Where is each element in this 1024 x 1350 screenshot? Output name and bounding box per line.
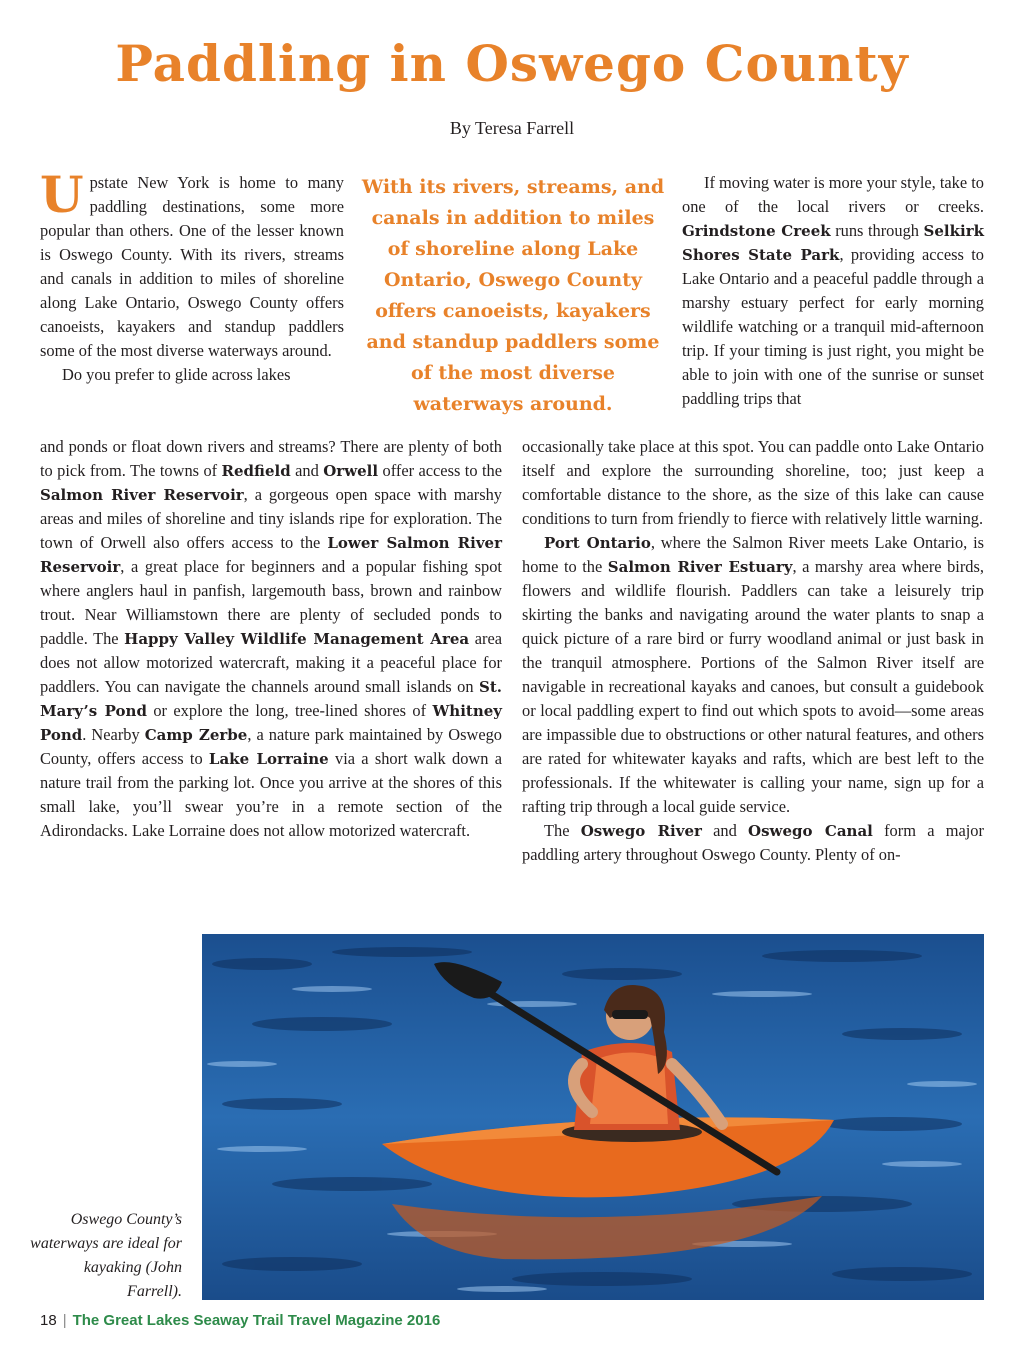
column-left-top	[40, 165, 344, 387]
place-lake-lorraine: Lake Lorraine	[208, 750, 329, 768]
place-orwell: Orwell	[323, 462, 379, 480]
page-number: 18	[40, 1312, 57, 1329]
byline: By Teresa Farrell	[449, 118, 575, 138]
place-oswego-canal: Oswego Canal	[748, 822, 873, 840]
text-run: , a great place for beginners and a popular fishing spot where anglers haul in panfish, largemouth bass, brown and rainbow trout. Near Williamstown there are plenty of secluded ponds to paddle. The	[40, 557, 502, 648]
paragraph-lakes	[40, 435, 502, 843]
article-title: Paddling in Oswego County	[115, 34, 909, 93]
place-st-marys-pond: St. Mary’s Pond	[40, 678, 502, 720]
column-right-top	[682, 171, 984, 411]
column-left-bottom	[40, 435, 502, 843]
place-oswego-river: Oswego River	[580, 822, 702, 840]
text-run: runs through	[830, 221, 924, 240]
place-port-ontario: Port Ontario	[544, 534, 651, 552]
text-run: , a marshy area where birds, flowers and wildlife flourish. Paddlers can take a leisurely trip skirting the banks and navigating around the water plants to snap a quick picture of a rare bird or furry woodland animal or just bask in the tranquil atmosphere. Portions of the Salmon River itself are navigable in recreational kayaks and canoes, but consult a guidebook or local paddling expert to find out which spots to avoid—some areas are impassible due to obstructions or other natural features, and others are rated for whitewater kayaks and rafts, which are best left to the professionals. If the whitewater is calling your name, sign up for a rafting trip through a local guide service.	[522, 557, 984, 816]
kayaker-photo	[202, 934, 984, 1300]
footer-separator: |	[62, 1312, 67, 1329]
place-salmon-river-reservoir: Salmon River Reservoir	[40, 486, 244, 504]
text-run: form a major paddling artery throughout Oswego County. Plenty of on-	[522, 821, 984, 864]
paragraph-moving-water	[682, 171, 984, 411]
place-lower-salmon-river-reservoir: Lower Salmon River Reservoir	[40, 534, 502, 576]
text-run: If moving water is more your style, take to one of the local rivers or creeks.	[682, 173, 984, 216]
place-grindstone-creek: Grindstone Creek	[682, 222, 831, 240]
text-run: , where the Salmon River meets Lake Ontario, is home to the	[522, 533, 985, 576]
text-run: , a gorgeous open space with marshy areas and miles of shoreline and tiny islands ripe for exploration. The town of Orwell also offers access to the	[40, 485, 502, 552]
place-salmon-river-estuary: Salmon River Estuary	[607, 558, 793, 576]
text-run: or explore the long, tree-lined shores of	[146, 701, 433, 720]
text-run: and	[701, 821, 749, 840]
kayaker-illustration	[202, 934, 984, 1300]
page-footer	[40, 1312, 440, 1329]
text-run: and	[290, 461, 324, 480]
text-run: , providing access to Lake Ontario and a peaceful paddle through a marshy estuary perfect for early morning wildlife watching or a tranquil mid-afternoon trip. If your timing is just right, you might be able to join with one of the sunrise or sunset paddling trips that	[682, 245, 984, 408]
paragraph-moving-water-cont: occasionally take place at this spot. You can paddle onto Lake Ontario itself and explore the surrounding shoreline, too; just keep a comfortable distance to the shore, as the size of this lake can cause conditions to turn from friendly to fierce with relatively little warning.	[522, 437, 984, 528]
text-run: . Nearby	[82, 725, 145, 744]
text-run: via a short walk down a nature trail from the parking lot. Once you arrive at the shores of this small lake, you’ll swear you’re in a remote section of the Adirondacks. Lake Lorraine does not allow motorized watercraft.	[40, 749, 502, 840]
paragraph-port-ontario	[522, 531, 984, 819]
intro-text: pstate New York is home to many paddling destinations, some more popular than others. One of the lesser known is Oswego County. With its rivers, streams and canals in addition to miles of shoreline along Lake Ontario, Oswego County offers canoeists, kayakers and standup paddlers some of the most diverse waterways around.	[40, 173, 344, 360]
text-run: offer access to the	[378, 461, 502, 480]
drop-cap: U	[40, 165, 84, 224]
place-selkirk-shores: Selkirk Shores State Park	[682, 222, 984, 264]
column-right-bottom	[522, 435, 984, 867]
photo-caption: Oswego County’s waterways are ideal for kayaking (John Farrell).	[30, 1211, 182, 1300]
paragraph-lakes-start: Do you prefer to glide across lakes	[62, 365, 291, 384]
text-run: area does not allow motorized watercraft, making it a peaceful place for paddlers. You can navigate the channels around small islands on	[40, 629, 502, 696]
text-run: and ponds or float down rivers and streams? There are plenty of both to pick from. The towns of	[40, 437, 502, 480]
magazine-name: The Great Lakes Seaway Trail Travel Magazine 2016	[72, 1312, 441, 1329]
pull-quote: With its rivers, streams, and canals in addition to miles of shoreline along Lake Ontario, Oswego County offers canoeists, kayakers and standup paddlers some of the most diverse waterways around.	[361, 176, 665, 415]
text-run: , a nature park maintained by Oswego County, offers access to	[40, 725, 503, 768]
paragraph-oswego-river	[522, 819, 984, 867]
place-camp-zerbe: Camp Zerbe	[144, 726, 248, 744]
paragraph-intro	[40, 165, 344, 363]
place-happy-valley: Happy Valley Wildlife Management Area	[124, 630, 470, 648]
place-redfield: Redfield	[221, 462, 291, 480]
place-whitney-pond: Whitney Pond	[40, 702, 502, 744]
text-run: The	[544, 821, 581, 840]
